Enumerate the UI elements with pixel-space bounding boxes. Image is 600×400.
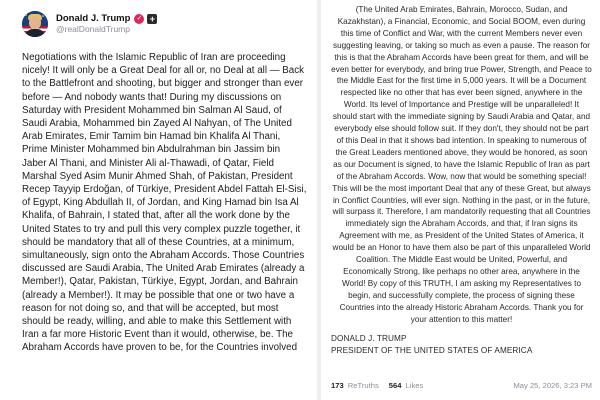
- likes-stat[interactable]: [389, 381, 424, 390]
- retruths-count: 173: [331, 381, 344, 390]
- author-names: [56, 13, 157, 35]
- avatar-face: [29, 16, 41, 29]
- post-body-right: (The United Arab Emirates, Bahrain, Morocco, Sudan, and Kazakhstan), a Financial, Economic, and Social BOOM, even during this time of Conflict and War, with the current Members never even suggesting leaving, or taking so much as even a pause. The reason for this is that the Abraham Accords have been great for them, and will be even better for everybody, and bring true Power, Strength, and Peace to the Middle East for the first time in 5,000 years. It will be a Document respected like no other that has ever been signed, anywhere in the World. Its level of Importance and Prestige will be unparalleled! It should start with the immediate signing by Saudi Arabia and Qatar, and everybody else should follow suit. If they don't, they should not be part of this Deal in that it shows bad intention. In speaking to numerous of the Great Leaders mentioned above, they would be honored, as soon as our Document is signed, to have the Islamic Republic of Iran as part of the Abraham Accords. Wow, now that would be something special! This will be the most important Deal that any of these Great, but always in Conflict Countries, will ever sign. Nothing in the past, or in the future, will surpass it. Therefore, I am mandatorily requesting that all Countries immediately sign the Abraham Accords, and that, if Iran signs its Agreement with me, as President of the United States of America, it would be an Honor to have them also be part of this unparalleled World Coalition. The Middle East would be United, Powerful, and Economically Strong, like perhaps no other area, anywhere in the World! By copy of this TRUTH, I am asking my Representatives to begin, and successfully complete, the process of signing these Countries into the already Historic Abraham Accords. Thank you for your attention to this matter!: [331, 5, 592, 324]
- likes-count: 564: [388, 381, 402, 390]
- post-panel-right: [321, 0, 600, 400]
- post-header: [22, 7, 307, 41]
- verified-badge-icon: ✓: [134, 14, 144, 24]
- signature-title: PRESIDENT OF THE UNITED STATES OF AMERICA: [331, 345, 533, 355]
- display-name-row: [56, 13, 157, 24]
- signature-block: [331, 333, 592, 356]
- handle[interactable]: @realDonaldTrump: [56, 24, 130, 34]
- avatar[interactable]: [22, 11, 48, 37]
- retruths-stat[interactable]: [331, 381, 379, 390]
- likes-label: Likes: [405, 381, 424, 390]
- post-timestamp[interactable]: May 25, 2026, 3:23 PM: [513, 381, 592, 390]
- avatar-suit: [25, 29, 45, 37]
- post-body-left: Negotiations with the Islamic Republic of Iran are proceeding nicely! It will only be a Great Deal for all or, no Deal at all — Back to the Battlefront and shooting, but bigger and stronger than ever before — And nobody wants that! During my discussions on Saturday with President Mohammed bin Salman Al Saud, of Saudi Arabia, Mohammed bin Zayed Al Nahyan, of The United Arab Emirates, Emir Tamim bin Hamad bin Khalifa Al Thani, Prime Minister Mohammed bin Abdulrahman bin Jassim bin Jaber Al Thani, and Minister Ali al-Thawadi, of Qatar, Field Marshal Syed Asim Munir Ahmed Shah, of Pakistan, President Recep Tayyip Erdoğan, of Türkiye, President Abdel Fattah El-Sisi, of Egypt, King Abdullah II, of Jordan, and King Hamad bin Isa Al Khalifa, of Bahrain, I stated that, after all the work done by the United States to try and pull this very complex puzzle together, it should be mandatory that all of these Countries, at a minimum, simultaneously, sign onto the Abraham Accords. Those Countries discussed are Saudi Arabia, The United Arab Emirates (already a Member!), Qatar, Pakistan, Türkiye, Egypt, Jordan, and Bahrain (already a Member!). It may be possible that one or two have a reason for not doing so, and that will be accepted, but most should be ready, willing, and able to make this Settlement with Iran a far more Historic Event than it would, otherwise, be. The Abraham Accords have proven to be, for the Countries involved: [22, 52, 307, 354]
- signature-name: DONALD J. TRUMP: [331, 334, 407, 344]
- post-footer: [331, 381, 592, 390]
- plus-icon[interactable]: +: [147, 14, 157, 24]
- display-name[interactable]: Donald J. Trump: [56, 13, 131, 24]
- retruths-label: ReTruths: [347, 381, 379, 390]
